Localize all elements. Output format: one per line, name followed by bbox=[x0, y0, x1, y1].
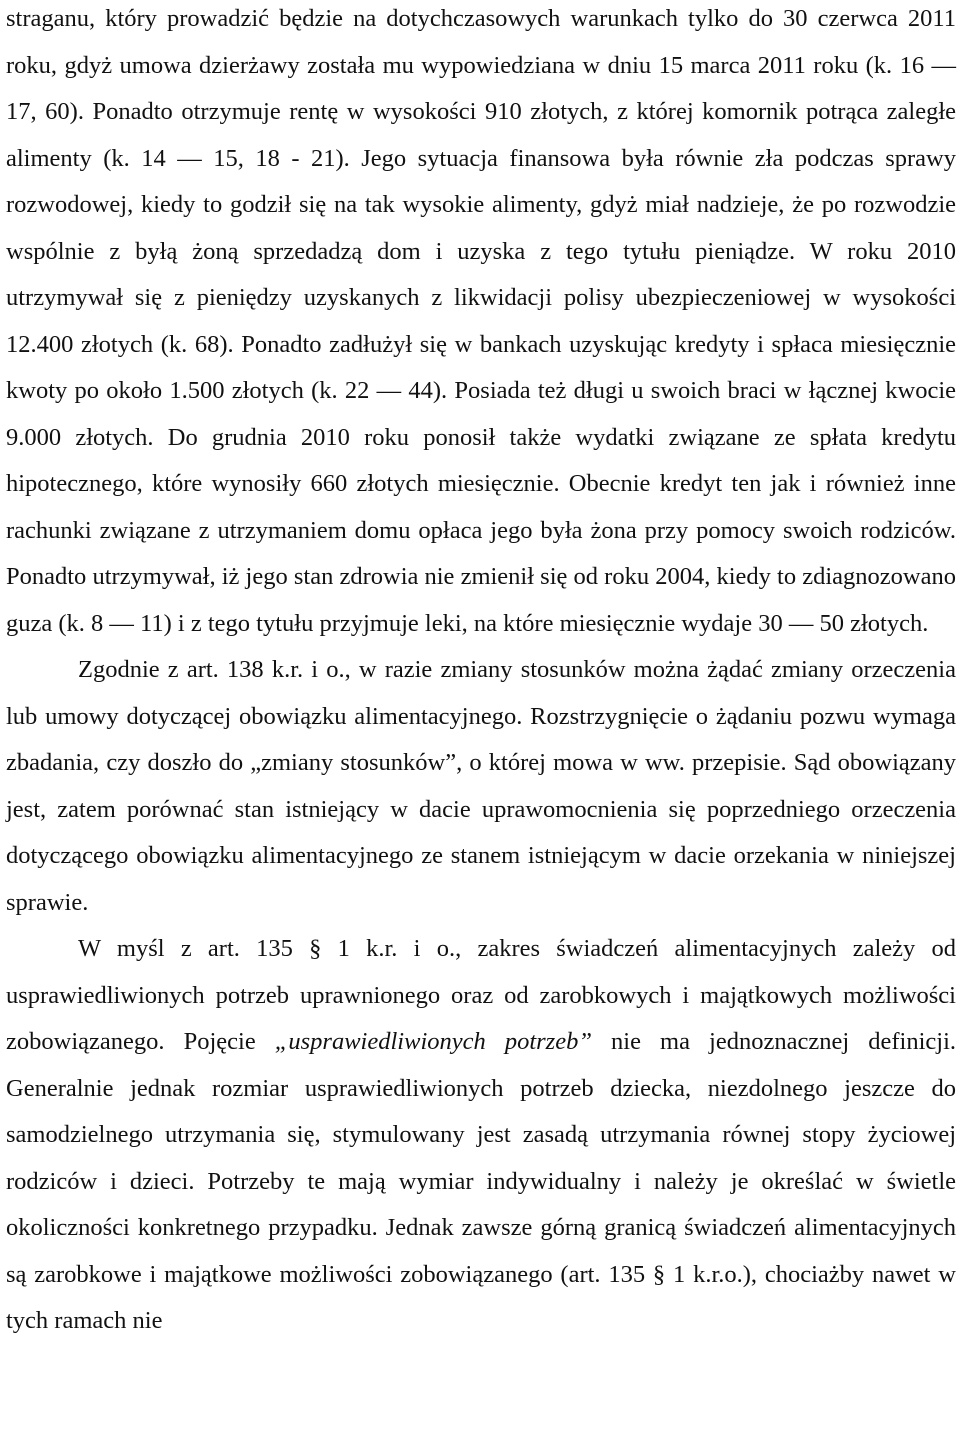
justified-needs-term: „usprawiedliwionych potrzeb” bbox=[274, 1028, 592, 1055]
paragraph-art-138: Zgodnie z art. 138 k.r. i o., w razie zmiany stosunków można żądać zmiany orzeczenia lub umowy dotyczącej obowiązku alimentacyjnego. Rozstrzygnięcie o żądaniu pozwu wymaga zbadania, czy doszło do „zmiany stosunków”, o której mowa w ww. przepisie. Sąd obowiązany jest, zatem porównać stan istniejący w dacie uprawomocnienia się poprzedniego orzeczenia dotyczącego obowiązku alimentacyjnego ze stanem istniejącym w dacie orzekania w niniejszej sprawie. bbox=[6, 656, 956, 916]
paragraph-financial-situation: straganu, który prowadzić będzie na dotychczasowych warunkach tylko do 30 czerwca 2011 roku, gdyż umowa dzierżawy została mu wypowiedziana w dniu 15 marca 2011 roku (k. 16 — 17, 60). Ponadto otrzymuje rentę w wysokości 910 złotych, z której komornik potrąca zaległe alimenty (k. 14 — 15, 18 - 21). Jego sytuacja finansowa była równie zła podczas sprawy rozwodowej, kiedy to godził się na tak wysokie alimenty, gdyż miał nadzieje, że po rozwodzie wspólnie z byłą żoną sprzedadzą dom i uzyska z tego tytułu pieniądze. W roku 2010 utrzymywał się z pieniędzy uzyskanych z likwidacji polisy ubezpieczeniowej w wysokości 12.400 złotych (k. 68). Ponadto zadłużył się w bankach uzyskując kredyty i spłaca miesięcznie kwoty po około 1.500 złotych (k. 22 — 44). Posiada też długi u swoich braci w łącznej kwocie 9.000 złotych. Do grudnia 2010 roku ponosił także wydatki związane ze spłata kredytu hipotecznego, które wynosiły 660 złotych miesięcznie. Obecnie kredyt ten jak i również inne rachunki związane z utrzymaniem domu opłaca jego była żona przy pomocy swoich rodziców. Ponadto utrzymywał, iż jego stan zdrowia nie zmienił się od roku 2004, kiedy to zdiagnozowano guza (k. 8 — 11) i z tego tytułu przyjmuje leki, na które miesięcznie wydaje 30 — 50 złotych. bbox=[6, 5, 956, 637]
document-page bbox=[6, 0, 956, 1345]
paragraph-art-135-text-after: nie ma jednoznacznej definicji. Generalnie jednak rozmiar usprawiedliwionych potrzeb dziecka, niezdolnego jeszcze do samodzielnego utrzymania się, stymulowany jest zasadą utrzymania równej stopy życiowej rodziców i dzieci. Potrzeby te mają wymiar indywidualny i należy je określać w świetle okoliczności konkretnego przypadku. Jednak zawsze górną granicą świadczeń alimentacyjnych są zarobkowe i majątkowe możliwości zobowiązanego (art. 135 § 1 k.r.o.), chociażby nawet w tych ramach nie bbox=[6, 1028, 956, 1334]
paragraph-art-135-text-before: W myśl z art. 135 § 1 k.r. i o., zakres świadczeń alimentacyjnych zależy od usprawiedliwionych potrzeb uprawnionego oraz od zarobkowych i majątkowych możliwości zobowiązanego. Pojęcie bbox=[6, 935, 956, 1055]
paragraph-art-135 bbox=[6, 926, 956, 1345]
